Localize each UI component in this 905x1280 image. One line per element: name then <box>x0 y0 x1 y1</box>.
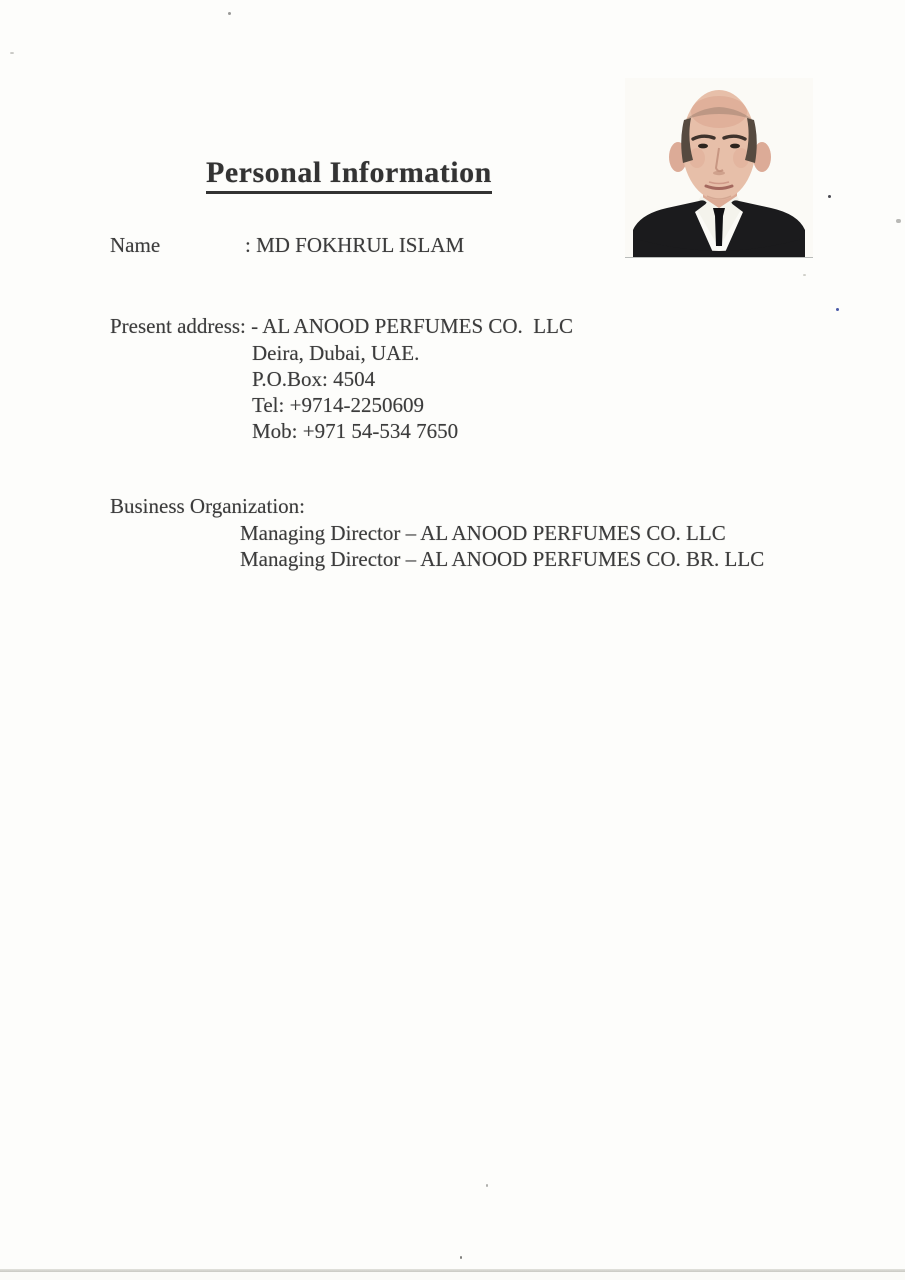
scan-margin-below-page <box>0 1272 905 1280</box>
scan-speck <box>486 1184 488 1187</box>
business-organization-label: Business Organization: <box>110 494 306 518</box>
portrait-photo-graphic <box>625 78 813 257</box>
address-line-pobox: P.O.Box: 4504 <box>252 367 376 391</box>
portrait-photo <box>625 78 813 258</box>
scan-speck <box>803 274 806 276</box>
scan-speck <box>228 12 231 15</box>
scan-speck <box>836 308 839 311</box>
scan-speck <box>10 52 14 54</box>
page-title: Personal Information <box>206 156 492 194</box>
scan-speck <box>828 195 831 198</box>
business-organization-line-1: Managing Director – AL ANOOD PERFUMES CO. LLC <box>240 521 726 545</box>
scan-speck <box>896 219 901 223</box>
scan-speck <box>460 1256 462 1259</box>
name-label: Name <box>110 233 161 257</box>
address-line-tel: Tel: +9714-2250609 <box>252 393 424 417</box>
address-line-city: Deira, Dubai, UAE. <box>252 341 420 365</box>
address-line-mobile: Mob: +971 54-534 7650 <box>252 419 459 443</box>
present-address-intro: Present address: - AL ANOOD PERFUMES CO. LLC <box>110 314 573 338</box>
business-organization-line-2: Managing Director – AL ANOOD PERFUMES CO. BR. LLC <box>240 547 765 571</box>
name-value: : MD FOKHRUL ISLAM <box>245 233 465 257</box>
